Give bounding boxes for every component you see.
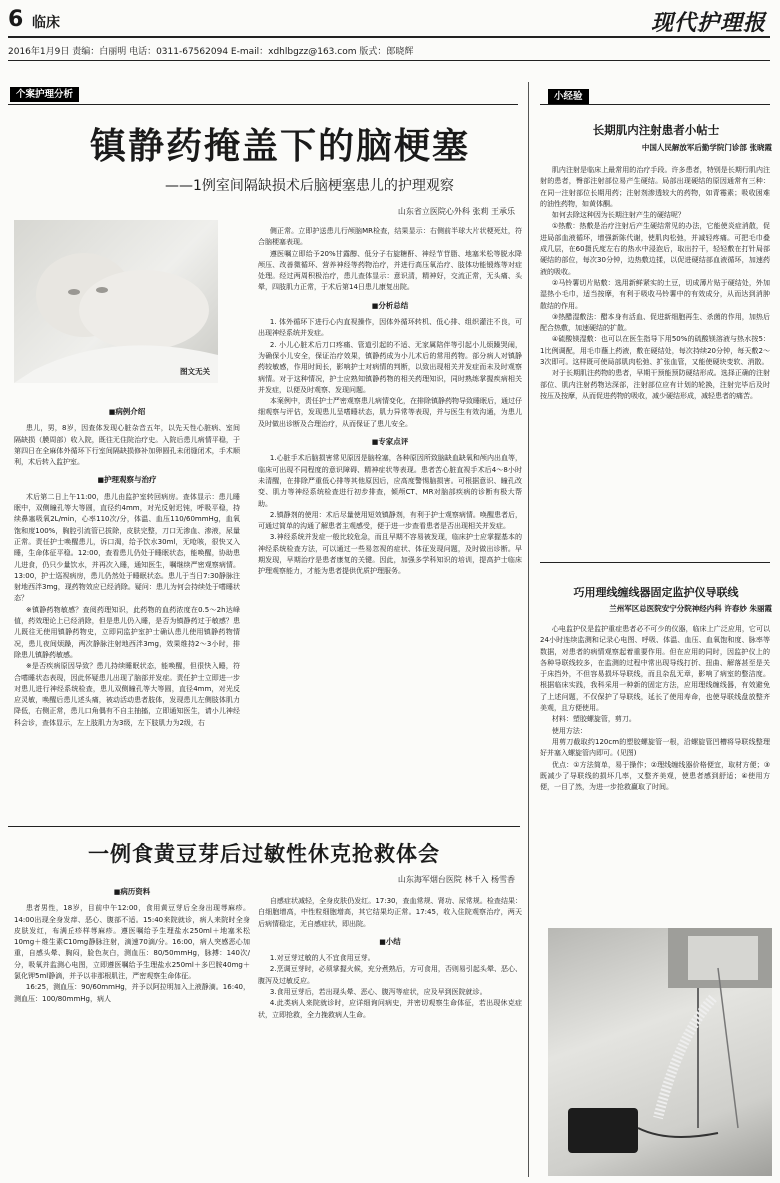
section-heading: ■ 小结	[258, 936, 522, 948]
page-number: 6	[8, 7, 24, 32]
paragraph: 遵医嘱立即给予20%甘露醇、低分子右旋糖酐、神经节苷脂、地塞米松等脱水降颅压、改善微循环、营养神经等药物治疗，并进行高压氧治疗、肢体功能锻炼等对症处理。经过两周积极治疗，患儿查体显示：意识清，精神好，交流正常，无头痛、头晕，四肢肌力正常，于术后第14日患儿康复出院。	[258, 249, 522, 292]
photo-caption: 图文无关	[180, 367, 210, 376]
article1-author: 山东省立医院心外科 张莉 王承乐	[397, 207, 515, 216]
article1-column-1	[14, 400, 240, 820]
header-rule-2	[8, 60, 770, 61]
paragraph: 2. 小儿心脏术后刀口疼痛、管道引起的不适、无家属陪伴等引起小儿烦躁哭闹，为确保小儿安全，保证治疗效果，镇静药成为小儿术后的常用药物。部分病人对镇静药较敏感，作用时间长，影响护士对病情的判断，以致出现相关并发症而未及时观察病情。对于这种情况，护士应熟知镇静药物的相关药理知识，同时熟练掌握疾病相关并发症，以便及时观察、发现问题。	[258, 340, 522, 394]
paragraph: 患儿，男，8岁，因查体发现心脏杂音五年，以先天性心脏病、室间隔缺损（膜周部）收入院，既往无住院治疗史。入院后患儿病情平稳，于第四日在全麻体外循环下行室间隔缺损修补加卵圆孔未闭缝闭术，手术顺利，术后转入监护室。	[14, 424, 240, 467]
section-tag-case	[10, 82, 79, 101]
section-heading: ■ 护理观察与治疗	[14, 474, 240, 486]
paragraph: 术后第二日上午11:00，患儿由监护室转回病房。查体显示：患儿睡眠中，双侧瞳孔等大等圆，直径约4mm，对光反射迟钝，呼吸平稳，持续鼻塞吸氧2L/min，心率110次/分，体温、血压110/60mmHg，血氧饱和度100%，胸腔引流管已拔除，皮肤完整，刀口无渗血、渗液，尿量正常。责任护士唤醒患儿，诉口渴，给予饮水30ml，无呛咳，很快又入睡，生命体征平稳。12:00，查看患儿仍处于睡眠状态，能唤醒，协助患儿进食，仍只少量饮水，并再次入睡，通知医生，嘱继续严密观察病情。13:00，护士巡视病房，患儿仍然处于睡眠状态。患儿于当日7:30静脉注射地西泮3mg，现药物效应已经消除。疑问：患儿为何会持续处于嗜睡状态？	[14, 492, 240, 603]
paragraph: 对于长期肌注药物的患者，早期干预能预防硬结形成。选择正确的注射部位、肌内注射药物达深部，注射部位应有计划的轮换，注射完毕后及时按压及按摩，从而促进药物的吸收，减少硬结形成，减轻患者的痛苦。	[540, 369, 770, 400]
right-top-rule	[540, 104, 770, 105]
article2-column-1	[14, 880, 250, 1176]
paragraph: ※镇静药物敏感？查阅药理知识，此药物的血药浓度在0.5～2h达峰值，药效理论上已经消除，但是患儿仍入睡，是否为镇静药过于敏感？患儿既往无使用镇静药物史，立即同监护室护士确认患儿使用镇静药物情况，患儿夜间烦躁，两次静脉注射地西泮3mg，效果维持2～3小时，排除患儿镇静药敏感。	[14, 605, 240, 659]
paragraph: 如何去除这种因为长期注射产生的硬结呢？	[551, 211, 685, 220]
paragraph: 患者男性，18岁，目前中午12:00，食用黄豆芽后全身出现荨麻疹。14:00出现全身发痒、恶心、腹部不适。15:40来院就诊，病人来院时全身皮肤发红，布满丘疹样荨麻疹。遵医嘱给予生理盐水250ml＋地塞米松10mg＋维生素C10mg静脉注射，滴速70滴/分。16:00，病人突感恶心加重，自感头晕、胸闷，脸色灰白，测血压：80/50mmHg，脉搏：140次/分，吸氧并监测心电图，立即遵医嘱给予生理盐水250ml＋多巴胺40mg＋氯化钾5ml静滴，并予以非那根肌注，严密观察生命体征。	[14, 904, 250, 981]
article2-author: 山东海军烟台医院 林千入 杨雪香	[397, 875, 515, 884]
coiled-cable-illustration	[548, 928, 772, 1176]
article3-title: 长期肌内注射患者小帖士	[592, 123, 720, 137]
paragraph: 自感症状减轻，全身皮肤仍发红。17:30，查血常规、肾功、尿常规。检查结果：白细胞增高，中性粒细胞增高，其它结果均正常。17:45，收入住院观察治疗，两天后病情稳定，无自感症状，即出院。	[258, 897, 522, 928]
paragraph: ③热醋湿敷法：醋本身有活血、促进新细胞再生、杀菌的作用，加热后配合热敷，加速硬结的扩散。	[540, 312, 770, 333]
baby-illustration	[14, 220, 218, 383]
paragraph: 1.心脏手术后脑损害常见原因是脑栓塞，各种原因所致脑缺血缺氧和颅内出血等，临床可出现不同程度的意识障碍、精神症状等表现。患者苦心脏直视手术后4～8小时未清醒，在排除严重低心排等其他原因后，应高度警惕脑损害。可根据意识、瞳孔改变、肌力等神经系统检查进行初步排查，倾颅CT、MR对脑部疾病的诊断有极大帮助。	[258, 454, 522, 508]
paragraph: 使用方法：	[551, 726, 587, 735]
right-divider	[540, 562, 770, 563]
paragraph: 1.对豆芽过敏的人不宜食用豆芽。	[269, 954, 375, 963]
section-name: 临床	[32, 15, 60, 31]
paragraph: ①热敷：热敷是治疗注射后产生硬结常见的办法，它能使炎症消散，促进局部血液循环，增强新陈代谢，使肌肉松弛，并减轻疼痛。可把毛巾叠成几层，在60摄氏度左右的热水中浸泡后，取出拧干，轻轻敷在打针局部硬结的部位，每次30分钟，边热敷边揉，以促进硬结部血液循环，加速药液的吸收。	[540, 222, 770, 276]
section-heading: ■ 分析总结	[258, 300, 522, 312]
paragraph: 16:25，测血压：90/60mmHg，并予以阿拉明加入上液静滴。16:40，测血压：100/80mmHg，病人	[14, 983, 250, 1003]
paragraph: 1. 体外循环下进行心内直视操作，因体外循环转机、低心排、组织灌注不良，可出现神经系统并发症。	[258, 318, 522, 338]
article3-author: 中国人民解放军后勤学院门诊部 张晓霞	[641, 143, 772, 152]
header-info: 2016年1月9日 责编：白丽明 电话：0311-67562094 E-mail：xdhlbgzz@163.com 版式：郎晓辉	[8, 47, 414, 57]
article-divider	[8, 826, 520, 827]
left-top-rule	[8, 104, 518, 105]
article1-subtitle: ——1例室间隔缺损术后脑梗塞患儿的护理观察	[165, 178, 454, 194]
section-heading: ■ 病例介绍	[14, 406, 240, 418]
paragraph: 3.神经系统并发症一般比较危急，而且早期不容易被发现，临床护士应掌握基本的神经系统检查方法，可以通过一些易忽视的症状、体征发现问题，及时做出诊断。早期发现，早期治疗是患者康复的关键。因此，加强多学科知识的培训，提高护士临床护理观察能力，才能为患者提供优质护理服务。	[258, 533, 522, 576]
tips-tag-label: 小经验	[548, 89, 589, 104]
paragraph: ②马铃薯切片贴敷：选用新鲜紧实的土豆，切成薄片贴于硬结处，外加湿热小毛巾，适当按摩，有利于吸收马铃薯中的有效成分，从而达到消肿散结的作用。	[540, 278, 770, 310]
header-rule	[8, 36, 770, 38]
paragraph: 肌内注射是临床上最常用的治疗手段。许多患者，特别是长期行肌内注射的患者，臀部注射部位易产生硬结。局部出现硬结的原因通常有三种：在同一注射部位长期用药；注射剂渗透较大的药物，如青霉素；吸收困难的油性药物，如黄体酮。	[540, 166, 770, 208]
paragraph: 3.食用豆芽后，若出现头晕、恶心、腹泻等症状，应及早到医院就诊。	[269, 988, 487, 997]
article4-body	[540, 624, 770, 924]
section-heading: ■ 专家点评	[258, 436, 522, 448]
paragraph: 用剪刀截取约120cm的塑胶螺旋管一根，沿螺旋管凹槽将导联线整理好并塞入螺旋管内即可。(见图)	[540, 737, 770, 758]
article2-column-2	[258, 896, 522, 1176]
paragraph: 本案例中，责任护士严密观察患儿病情变化，在排除镇静药物导致睡眠后，通过仔细观察与评估，发现患儿呈嗜睡状态，肌力异常等表现，并与医生有效沟通，为患儿及时做出诊断及合理治疗，从而保证了患儿安全。	[258, 397, 522, 428]
paragraph: 材料：塑胶螺旋管，剪刀。	[551, 715, 636, 724]
column-divider	[528, 82, 529, 1177]
paragraph: ※是否疾病原因导致？患儿持续睡眠状态，能唤醒，但很快入睡，符合嗜睡状态表现，因此怀疑患儿出现了脑部并发症。责任护士立即进一步对患儿进行神经系统检查，患儿双侧瞳孔等大等圆，直径4mm，对光反应灵敏，唤醒后患儿述头痛，被动活动患者肢体，发现患儿左侧肢体肌力降低，右侧正常，患儿口角偶有不自主抽搐，立即通知医生，请小儿神经科会诊，查体显示，左上肢肌力为3级，左下肢肌力为2级，右	[14, 662, 240, 727]
case-tag-label: 个案护理分析	[10, 87, 79, 102]
article4-title: 巧用理线缠线器固定监护仪导联线	[573, 586, 739, 599]
section-heading: ■ 病历资料	[14, 886, 250, 898]
paragraph: 侧正常。立即护送患儿行颅脑MR检查，结果显示：右侧前半球大片状梗死灶，符合脑梗塞表现。	[258, 227, 522, 247]
paragraph: 2.镇静剂的使用：术后尽量使用短效镇静剂，有利于护士观察病情。唤醒患者后，可通过简单的沟通了解患者主观感受，便于进一步查看患者是否出现相关并发症。	[258, 510, 522, 531]
masthead-logo: 现代护理报	[650, 10, 766, 36]
paragraph: 优点：①方法简单，易于操作；②理线缠线器价格便宜，取材方便；③既减少了导联线的损坏几率，又整齐美观，使患者感到舒适；④使用方便，一目了然，为进一步抢救赢取了时间。	[540, 760, 770, 792]
paragraph: 4.此类病人来院就诊时，应详细询问病史，并密切观察生命体征，若出现休克症状，立即抢救，全力挽救病人生命。	[258, 999, 522, 1019]
article4-author: 兰州军区总医院安宁分院神经内科 许春妙 朱丽霞	[609, 604, 772, 613]
article1-title: 镇静药掩盖下的脑梗塞	[89, 125, 470, 167]
monitor-lead-photo	[548, 928, 772, 1176]
baby-photo	[14, 220, 218, 383]
paragraph: 2.烹调豆芽时，必须掌握火候，充分煮熟后，方可食用，否则易引起头晕、恶心、腹泻及过敏反应。	[258, 965, 522, 985]
article2-title: 一例食黄豆芽后过敏性休克抢救体会	[88, 841, 440, 866]
article3-body	[540, 165, 770, 549]
paragraph: 心电监护仪是监护重症患者必不可少的仪器，临床上广泛应用，它可以24小时连续监测和记录心电图、呼吸、体温、血压、血氧饱和度、脉率等数据，对患者的病情观察起着重要作用。但在应用的同时，因监护仪上的各种导联线较多，在监测的过程中常出现导线打折、扭曲、解落甚至是关于床挡外，不但容易损坏导联线，而且杂乱无章，影响了病室的整洁度。根据临床实践，我科采用一种新的固定方法，应用理线缠线器，有效避免了上述问题，不仅保护了导联线，延长了使用寿命，也使导联线盘放整齐美观，且方便使用。	[540, 625, 770, 713]
article1-column-2	[258, 226, 522, 820]
section-tag-tips	[548, 84, 589, 103]
paragraph: ④硫酸镁湿敷：也可以在医生指导下用50%的硫酸镁溶液与热水按5：1比例调配，用毛巾蘸上药液，敷在硬结处，每次持续20分钟，每天敷2～3次即可。这样既可使局部肌肉松弛、扩张血管，又能使硬块变软、消散。	[540, 335, 770, 367]
